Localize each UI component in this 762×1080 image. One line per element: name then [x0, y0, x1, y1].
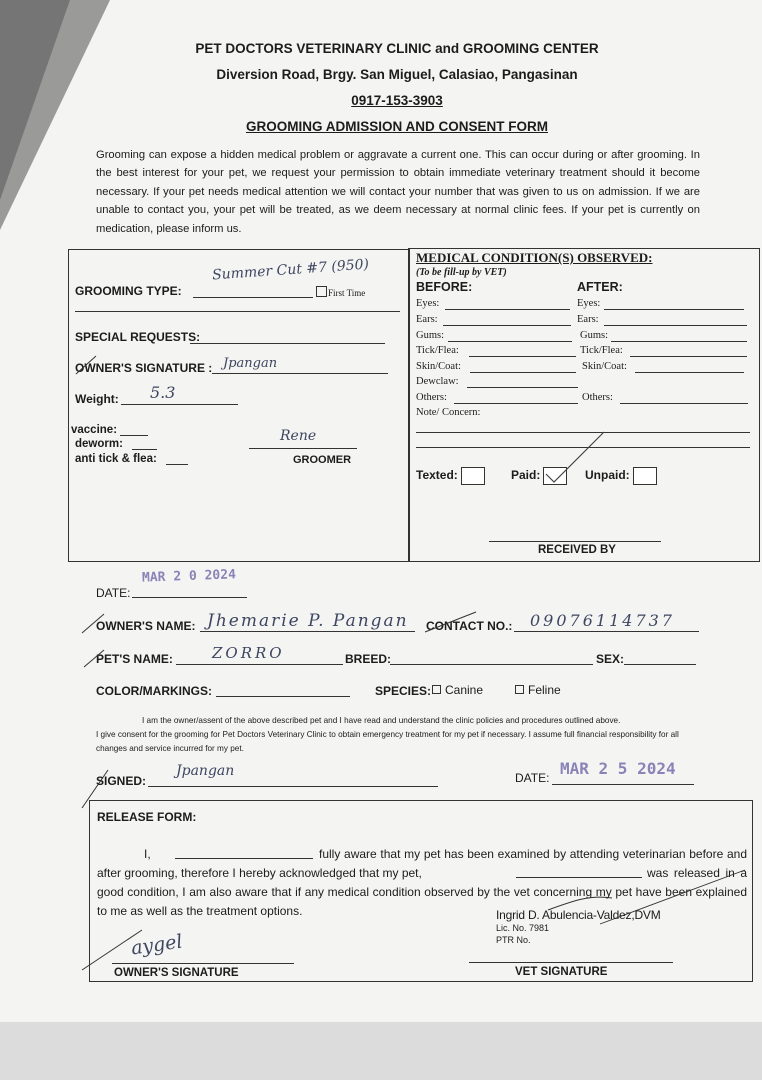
vet-ptr: PTR No.: [496, 935, 531, 945]
owner-name-label: OWNER'S NAME:: [96, 619, 196, 633]
release-text-c: was released in a good condition, I am also aware that if any medical condition observed by the vet concerning my pet have been explained to me as well as the treatment options.: [97, 866, 747, 919]
before-skin-label: Skin/Coat:: [416, 361, 461, 372]
grooming-type-label: GROOMING TYPE:: [75, 284, 182, 298]
pet-name-value[interactable]: ZORRO: [212, 644, 285, 662]
paid-label: Paid:: [511, 468, 541, 483]
first-time-label: First Time: [328, 288, 366, 298]
contact-label: CONTACT NO.:: [426, 619, 513, 633]
clinic-phone: 0917-153-3903: [351, 93, 443, 108]
date-label: DATE:: [96, 586, 131, 600]
medical-title: MEDICAL CONDITION(S) OBSERVED:: [416, 250, 653, 265]
scan-bottom-band: [0, 1022, 762, 1080]
release-text-a: I,: [144, 847, 151, 861]
consent-line-1: I am the owner/assent of the above described pet and I have read and understand the clinic policies and procedures outlined above.: [142, 716, 621, 725]
before-gums-label: Gums:: [416, 330, 445, 341]
color-label: COLOR/MARKINGS:: [96, 684, 212, 698]
vaccine-label: vaccine:: [71, 424, 118, 436]
medical-subtitle: (To be fill-up by VET): [416, 267, 507, 278]
after-others-label: Others:: [582, 392, 613, 403]
after-skin-label: Skin/Coat:: [582, 361, 627, 372]
release-text-b: fully aware that my pet has been examined by attending veterinarian before and after grooming, therefore I hereby acknowledged that my pet,: [97, 847, 747, 881]
species-label: SPECIES:: [375, 684, 432, 698]
feline-label: Feline: [528, 683, 561, 697]
vet-name: Ingrid D. Abulencia-Valdez,DVM: [496, 908, 661, 922]
note-label: Note/ Concern:: [416, 407, 481, 418]
intro-paragraph: Grooming can expose a hidden medical problem or aggravate a current one. This can occur during or after grooming. In the best interest for your pet, we request your permission to obtain immediate veterinary treatment should it become necessary. If your pet needs medical attention we will contact your number that was given to us on admission. If we are unable to contact you, your pet will be treated, as we deem necessary at normal clinic fees. If your pet is currently on medication, please inform us.: [96, 149, 700, 235]
vet-license: Lic. No. 7981: [496, 923, 550, 933]
texted-label: Texted:: [416, 468, 458, 483]
after-gums-label: Gums:: [580, 330, 609, 341]
before-tick-label: Tick/Flea:: [416, 345, 459, 356]
owner-release-signature[interactable]: aygel: [129, 930, 184, 960]
special-requests-label: SPECIAL REQUESTS:: [75, 330, 201, 344]
owner-name-value[interactable]: Jhemarie P. Pangan: [207, 611, 409, 631]
form-title: GROOMING ADMISSION AND CONSENT FORM: [246, 119, 548, 134]
date-stamp[interactable]: MAR 2 0 2024: [141, 567, 237, 586]
grooming-type-value[interactable]: Summer Cut #7 (950): [211, 256, 370, 284]
clinic-address: Diversion Road, Brgy. San Miguel, Calasiao, Pangasinan: [216, 67, 578, 82]
canine-label: Canine: [445, 683, 484, 697]
before-ears-label: Ears:: [416, 314, 438, 325]
weight-label: Weight:: [75, 392, 119, 406]
date2-stamp[interactable]: MAR 2 5 2024: [560, 759, 676, 778]
clinic-name: PET DOCTORS VETERINARY CLINIC and GROOMING CENTER: [195, 41, 599, 56]
after-eyes-label: Eyes:: [577, 298, 601, 309]
breed-label: BREED:: [345, 652, 392, 666]
anti-tick-label: anti tick & flea:: [75, 453, 157, 465]
groomer-value[interactable]: Rene: [280, 428, 317, 444]
pet-name-label: PET'S NAME:: [96, 652, 173, 666]
received-by-label: RECEIVED BY: [538, 544, 616, 556]
contact-value[interactable]: 09076114737: [530, 611, 675, 630]
before-heading: BEFORE:: [416, 280, 473, 294]
owner-signature-caption: OWNER'S SIGNATURE: [114, 967, 239, 979]
owner-signature-value[interactable]: Jpangan: [223, 356, 278, 371]
weight-value[interactable]: 5.3: [150, 383, 176, 402]
before-others-label: Others:: [416, 392, 447, 403]
sex-label: SEX:: [596, 652, 625, 666]
after-tick-label: Tick/Flea:: [580, 345, 623, 356]
signed-label: SIGNED:: [96, 774, 147, 788]
consent-rest: I give consent for the grooming for Pet Doctors Veterinary Clinic to obtain emergency treatment for my pet if necessary. I assume full financial responsibility for all changes and service incurred for my pet.: [96, 730, 679, 753]
groomer-label: GROOMER: [293, 454, 352, 466]
vet-signature-caption: VET SIGNATURE: [515, 966, 608, 978]
signed-value[interactable]: Jpangan: [176, 763, 235, 779]
owner-signature-label: OWNER'S SIGNATURE :: [75, 361, 213, 375]
deworm-label: deworm:: [75, 438, 123, 450]
before-eyes-label: Eyes:: [416, 298, 440, 309]
after-heading: AFTER:: [577, 280, 623, 294]
release-title: RELEASE FORM:: [97, 810, 197, 824]
date2-label: DATE:: [515, 771, 550, 785]
unpaid-label: Unpaid:: [585, 468, 630, 483]
after-ears-label: Ears:: [577, 314, 599, 325]
before-dewclaw-label: Dewclaw:: [416, 376, 459, 387]
